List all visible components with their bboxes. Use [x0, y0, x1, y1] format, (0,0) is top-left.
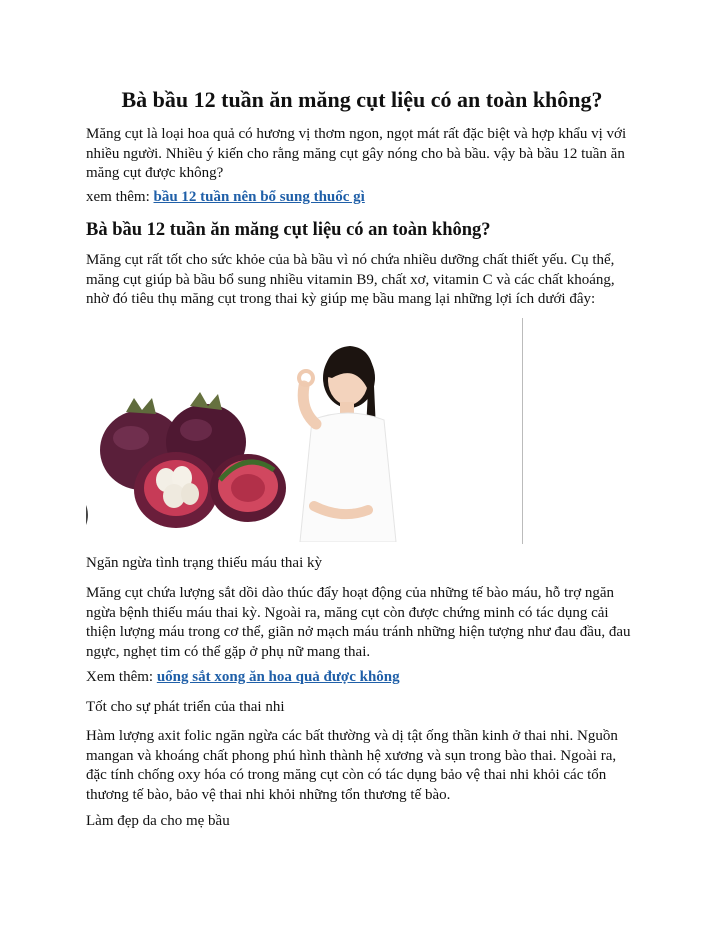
see-also-2-prefix: Xem thêm: — [86, 669, 157, 685]
fetus-paragraph: Hàm lượng axit folic ngăn ngừa các bất thường và dị tật ống thần kinh ở thai nhi. Nguồn mangan và khoáng chất phong phú hình thành hệ xương và sụn trong bào thai. Ngoài ra, đặc tính chống oxy hóa có trong măng cụt còn có tác dụng bảo vệ thai nhi khỏi các tổn thương tế bào, bảo vệ thai nhi khỏi những tổn thương tế bào. — [86, 728, 618, 803]
subhead-anemia: Ngăn ngừa tình trạng thiếu máu thai kỳ — [86, 555, 322, 571]
benefits-paragraph: Măng cụt rất tốt cho sức khỏe của bà bầu vì nó chứa nhiều dưỡng chất thiết yếu. Cụ thể, măng cụt giúp bà bầu bổ sung nhiều vitamin B9, chất xơ, vitamin C và các chất khoáng, nhờ đó tiêu thụ măng cụt trong thai kỳ giúp mẹ bầu mang lại những lợi ích dưới đây: — [86, 252, 615, 307]
section-heading: Bà bầu 12 tuần ăn măng cụt liệu có an toàn không? — [86, 220, 491, 240]
intro-paragraph: Măng cụt là loại hoa quả có hương vị thơm ngon, ngọt mát rất đặc biệt và hợp khẩu vị với nhiều người. Nhiều ý kiến cho rằng măng cụt gây nóng cho bà bầu. vậy bà bầu 12 tuần ăn măng cụt được không? — [86, 126, 627, 181]
see-also-1 — [86, 188, 638, 208]
page-title: Bà bầu 12 tuần ăn măng cụt liệu có an toàn không? — [121, 87, 603, 112]
see-also-2-link[interactable]: uống sắt xong ăn hoa quả được không — [156, 669, 400, 685]
hero-image — [86, 320, 438, 542]
image-divider — [522, 318, 523, 544]
subhead-skin: Làm đẹp da cho mẹ bầu — [86, 813, 230, 829]
see-also-1-prefix: xem thêm: — [86, 189, 154, 205]
anemia-paragraph: Măng cụt chứa lượng sắt dồi dào thúc đẩy hoạt động của những tế bào máu, hỗ trợ ngăn ngừa bệnh thiếu máu thai kỳ. Ngoài ra, măng cụt còn được chứng minh có tác dụng cải thiện lượng máu trong cơ thể, giãn nở mạch máu tránh những hiện tượng như đau đầu, đau ngực, nghẹt tim có thể gặp ở phụ nữ mang thai. — [86, 585, 631, 660]
see-also-2 — [86, 668, 638, 688]
subhead-fetus: Tốt cho sự phát triển của thai nhi — [86, 699, 285, 715]
see-also-1-link[interactable]: bầu 12 tuần nên bổ sung thuốc gì — [153, 189, 365, 205]
